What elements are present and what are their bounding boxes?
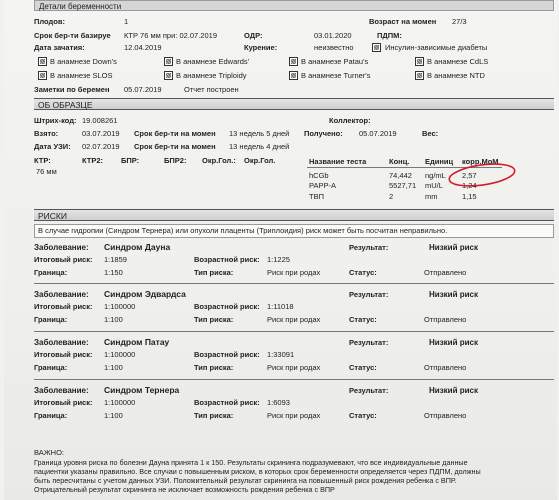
risk-type-value: Риск при родах: [267, 268, 321, 277]
age-value: 27/3: [452, 17, 467, 26]
us-date-value: 02.07.2019: [82, 142, 120, 151]
tests-header-unit: Единиц: [425, 157, 454, 166]
ga-taken-value: 13 недель 5 дней: [229, 129, 290, 138]
notes-value: Отчет построен: [184, 85, 239, 94]
ktr-label: КТР:: [34, 156, 51, 165]
age-label: Возраст на момен: [369, 17, 437, 26]
total-risk-value: 1:100000: [104, 398, 136, 407]
report-page: [4, 0, 557, 500]
status-value: Отправлено: [424, 363, 467, 372]
ga-us-value: 13 недель 4 дней: [229, 142, 290, 151]
age-risk-value: 1:33091: [267, 350, 295, 359]
limit-value: 1:100: [104, 363, 123, 372]
collector-label: Коллектор:: [329, 116, 371, 125]
status-value: Отправлено: [424, 411, 467, 420]
risk-type-value: Риск при родах: [267, 315, 321, 324]
footer-important: ВАЖНО:: [34, 448, 65, 457]
test-name: hCGb: [309, 171, 329, 180]
risk-divider: [34, 283, 554, 284]
bpr2-label: БПР2:: [164, 156, 187, 165]
total-risk-label: Итоговый риск:: [34, 302, 93, 311]
limit-label: Граница:: [34, 268, 68, 277]
ga-value: КТР 76 мм при: 02.07.2019: [124, 31, 217, 40]
disease-name: Синдром Дауна: [104, 242, 171, 252]
smoking-value: неизвестно: [314, 43, 354, 52]
history-down-checkbox[interactable]: [38, 57, 47, 66]
received-value: 05.07.2019: [359, 129, 397, 138]
test-name: ТВП: [309, 192, 324, 201]
us-date-label: Дата УЗИ:: [34, 142, 71, 151]
history-cdls-label: В анамнезе CdLS: [427, 57, 489, 66]
limit-value: 1:100: [104, 411, 123, 420]
disease-name: Синдром Патау: [104, 337, 170, 347]
ga-us-label: Срок бер-ти на момен: [134, 142, 216, 151]
taken-label: Взято:: [34, 129, 59, 138]
history-turner-checkbox[interactable]: [289, 71, 298, 80]
test-mom: 2,57: [462, 171, 477, 180]
pdpm-label: ПДПМ:: [377, 31, 402, 40]
risks-notice: В случае гидропии (Синдром Тернера) или опухоли плаценты (Триплоидия) риск может быть посчитан неправильно.: [38, 226, 448, 235]
sample-header: ОБ ОБРАЗЦЕ: [34, 98, 554, 110]
status-label: Статус:: [349, 363, 377, 372]
fetuses-value: 1: [124, 17, 129, 26]
risk-type-value: Риск при родах: [267, 411, 321, 420]
weight-label: Вес:: [422, 129, 439, 138]
limit-label: Граница:: [34, 315, 68, 324]
test-unit: mm: [425, 192, 438, 201]
status-label: Статус:: [349, 268, 377, 277]
result-label: Результат:: [349, 243, 389, 252]
history-patau-checkbox[interactable]: [289, 57, 298, 66]
history-triploidy-label: В анамнезе Triploidy: [176, 71, 247, 80]
footer-line: Граница уровня риска по болезни Дауна принята 1 к 150. Результаты скрининга подразумевают, что все индивидуальные данные: [34, 458, 468, 467]
notes-label: Заметки по беремен: [34, 85, 110, 94]
test-mom: 1,15: [462, 192, 477, 201]
pregnancy-details-header: Детали беременности: [34, 0, 554, 11]
status-label: Статус:: [349, 315, 377, 324]
total-risk-value: 1:100000: [104, 350, 136, 359]
disease-name: Синдром Тернера: [104, 385, 180, 395]
footer-line: быть пересчитаны с учетом данных УЗИ. Положительный результат скрининга на повышенный риск рождения ребенка с ВПР.: [34, 476, 457, 485]
test-conc: 74,442: [389, 171, 412, 180]
limit-label: Граница:: [34, 411, 68, 420]
test-mom: 1,24: [462, 181, 477, 190]
risk-type-label: Тип риска:: [194, 363, 234, 372]
ga-label: Срок бер-ти базируе: [34, 31, 111, 40]
risk-type-value: Риск при родах: [267, 363, 321, 372]
disease-label: Заболевание:: [34, 338, 89, 347]
test-conc: 2: [389, 192, 394, 201]
edd-value: 03.01.2020: [314, 31, 352, 40]
footer-line: Отрицательный результат скрининга не исключает возможность рождения ребенка с ВПР: [34, 485, 335, 494]
limit-value: 1:150: [104, 268, 123, 277]
tests-header-name: Название теста: [309, 157, 367, 166]
head-circ-label: Окр.Гол.:: [202, 156, 236, 165]
disease-label: Заболевание:: [34, 386, 89, 395]
status-value: Отправлено: [424, 268, 467, 277]
risk-divider: [34, 331, 554, 332]
insulin-checkbox[interactable]: [372, 43, 381, 52]
handwritten-circle-mark: [444, 160, 520, 188]
test-name: PAPP-A: [309, 181, 336, 190]
notes-date: 05.07.2019: [124, 85, 162, 94]
ktr2-label: КТР2:: [82, 156, 104, 165]
taken-value: 03.07.2019: [82, 129, 120, 138]
ktr-value: 76 мм: [36, 167, 57, 176]
fetuses-label: Плодов:: [34, 17, 65, 26]
age-risk-label: Возрастной риск:: [194, 350, 260, 359]
result-value: Низкий риск: [429, 338, 478, 347]
history-triploidy-checkbox[interactable]: [164, 71, 173, 80]
total-risk-label: Итоговый риск:: [34, 350, 93, 359]
age-risk-label: Возрастной риск:: [194, 255, 260, 264]
history-slos-checkbox[interactable]: [38, 71, 47, 80]
total-risk-value: 1:1859: [104, 255, 127, 264]
history-patau-label: В анамнезе Patau's: [301, 57, 369, 66]
result-label: Результат:: [349, 290, 389, 299]
conception-label: Дата зачатия:: [34, 43, 85, 52]
result-value: Низкий риск: [429, 243, 478, 252]
conception-value: 12.04.2019: [124, 43, 162, 52]
disease-label: Заболевание:: [34, 290, 89, 299]
risk-divider: [34, 379, 554, 380]
total-risk-label: Итоговый риск:: [34, 398, 93, 407]
history-turner-label: В анамнезе Turner's: [301, 71, 371, 80]
limit-label: Граница:: [34, 363, 68, 372]
result-value: Низкий риск: [429, 386, 478, 395]
tests-header-mom: корр.МоМ: [462, 157, 499, 166]
test-unit: ng/mL: [425, 171, 446, 180]
age-risk-value: 1:11018: [267, 302, 294, 311]
history-slos-label: В анамнезе SLOS: [50, 71, 113, 80]
history-ntd-checkbox[interactable]: [415, 71, 424, 80]
received-label: Получено:: [304, 129, 343, 138]
status-label: Статус:: [349, 411, 377, 420]
history-edwards-label: В анамнезе Edwards': [176, 57, 250, 66]
age-risk-value: 1:1225: [267, 255, 290, 264]
history-cdls-checkbox[interactable]: [415, 57, 424, 66]
barcode-value: 19.008261: [82, 116, 118, 125]
bpr-label: БПР:: [121, 156, 140, 165]
disease-label: Заболевание:: [34, 243, 89, 252]
limit-value: 1:100: [104, 315, 123, 324]
footer-line: пациентки указаны правильно. Все случаи с повышенным риском, в которых срок беременности определяется через ПДПМ, должны: [34, 467, 481, 476]
disease-name: Синдром Эдвардса: [104, 289, 186, 299]
ga-taken-label: Срок бер-ти на момен: [134, 129, 216, 138]
test-conc: 5527,71: [389, 181, 417, 190]
insulin-label: Инсулин-зависимые диабеты: [385, 43, 488, 52]
head-circ2-label: Окр.Гол.: [244, 156, 276, 165]
smoking-label: Курение:: [244, 43, 278, 52]
history-down-label: В анамнезе Down's: [50, 57, 117, 66]
result-value: Низкий риск: [429, 290, 478, 299]
barcode-label: Штрих-код:: [34, 116, 77, 125]
risk-type-label: Тип риска:: [194, 411, 234, 420]
status-value: Отправлено: [424, 315, 467, 324]
history-ntd-label: В анамнезе NTD: [427, 71, 485, 80]
risks-header: РИСКИ: [34, 209, 554, 221]
result-label: Результат:: [349, 338, 389, 347]
age-risk-label: Возрастной риск:: [194, 398, 260, 407]
tests-header-conc: Конц.: [389, 157, 410, 166]
risk-type-label: Тип риска:: [194, 315, 234, 324]
total-risk-label: Итоговый риск:: [34, 255, 93, 264]
age-risk-label: Возрастной риск:: [194, 302, 260, 311]
history-edwards-checkbox[interactable]: [164, 57, 173, 66]
edd-label: ОДР:: [244, 31, 263, 40]
risk-type-label: Тип риска:: [194, 268, 234, 277]
age-risk-value: 1:6093: [267, 398, 290, 407]
test-unit: mU/L: [425, 181, 443, 190]
result-label: Результат:: [349, 386, 389, 395]
total-risk-value: 1:100000: [104, 302, 136, 311]
